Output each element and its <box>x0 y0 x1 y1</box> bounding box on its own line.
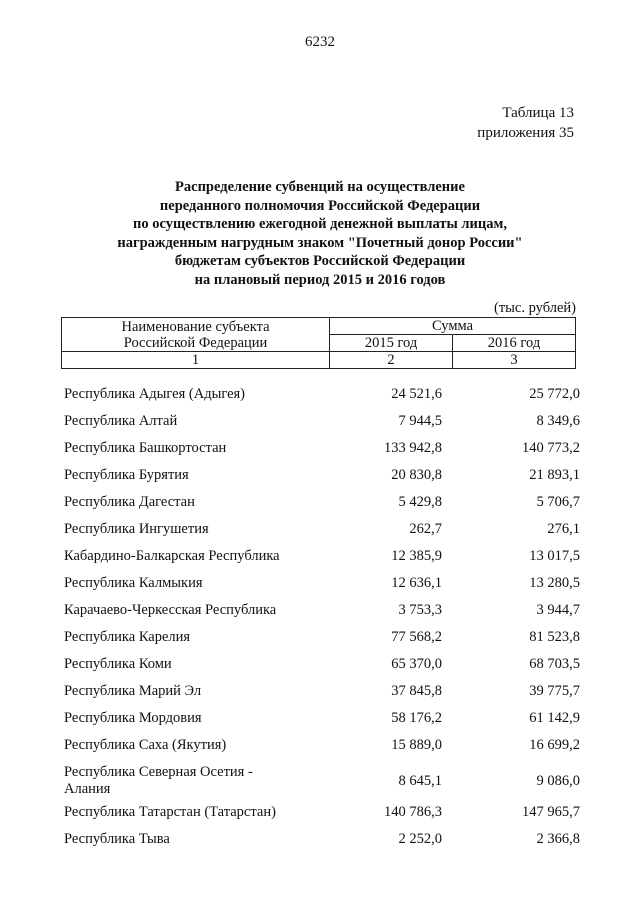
table-row <box>64 490 580 517</box>
subject-name: Карачаево-Черкесская Республика <box>64 602 277 618</box>
header-col-number: 1 <box>62 352 330 369</box>
table-row <box>64 571 580 598</box>
subject-name: Республика Коми <box>64 656 172 672</box>
header-name-line: Наименование субъекта <box>121 318 270 335</box>
table-row <box>64 436 580 463</box>
value-2015: 24 521,6 <box>391 386 442 402</box>
subject-name: Республика Северная Осетия - Алания <box>64 764 253 797</box>
value-2016: 16 699,2 <box>529 737 580 753</box>
subject-name: Кабардино-Балкарская Республика <box>64 548 280 564</box>
table-row <box>64 544 580 571</box>
value-2016: 3 944,7 <box>536 602 580 618</box>
table-row <box>64 760 580 800</box>
value-2015: 37 845,8 <box>391 683 442 699</box>
table-row <box>64 382 580 409</box>
table-row <box>64 733 580 760</box>
value-2016: 13 280,5 <box>529 575 580 591</box>
title-line: переданного полномочия Российской Федерации <box>159 197 481 214</box>
table-header <box>61 317 576 369</box>
table-row <box>64 652 580 679</box>
title-line: по осуществлению ежегодной денежной выплаты лицам, <box>132 216 508 232</box>
value-2015: 12 636,1 <box>391 575 442 591</box>
value-2015: 3 753,3 <box>398 602 442 618</box>
table-row <box>64 463 580 490</box>
subject-name: Республика Калмыкия <box>64 575 203 591</box>
appendix-number: приложения 35 <box>477 125 574 141</box>
header-year-2015: 2015 год <box>330 335 453 352</box>
units-label: (тыс. рублей) <box>494 300 576 316</box>
subject-name: Республика Марий Эл <box>64 683 202 699</box>
value-2015: 65 370,0 <box>391 656 442 672</box>
table-row <box>64 679 580 706</box>
subject-name: Республика Тыва <box>64 831 170 847</box>
subject-name: Республика Дагестан <box>64 494 195 510</box>
table-row <box>64 827 580 854</box>
title-line: бюджетам субъектов Российской Федерации <box>174 253 466 269</box>
value-2015: 12 385,9 <box>391 548 442 564</box>
subject-name: Республика Алтай <box>64 413 178 429</box>
value-2016: 8 349,6 <box>536 413 580 429</box>
table-row <box>64 409 580 436</box>
value-2016: 25 772,0 <box>529 386 580 402</box>
value-2016: 2 366,8 <box>536 831 580 847</box>
page-number: 6232 <box>305 34 335 50</box>
value-2015: 77 568,2 <box>391 629 442 645</box>
table-row <box>64 625 580 652</box>
title-line: на плановый период 2015 и 2016 годов <box>194 271 446 288</box>
value-2015: 7 944,5 <box>398 413 442 429</box>
value-2016: 276,1 <box>547 521 580 537</box>
subject-name: Республика Мордовия <box>64 710 202 726</box>
value-2016: 9 086,0 <box>536 773 580 789</box>
value-2015: 140 786,3 <box>384 804 442 820</box>
value-2015: 262,7 <box>409 521 442 537</box>
subject-name: Республика Саха (Якутия) <box>64 737 227 753</box>
value-2016: 140 773,2 <box>522 440 580 456</box>
value-2015: 58 176,2 <box>391 710 442 726</box>
table-row <box>64 517 580 544</box>
value-2016: 21 893,1 <box>529 467 580 483</box>
header-name-line: Российской Федерации <box>123 334 268 351</box>
table-body <box>64 382 580 854</box>
table-row <box>64 706 580 733</box>
subject-name: Республика Карелия <box>64 629 191 645</box>
value-2016: 39 775,7 <box>529 683 580 699</box>
table-reference <box>477 103 574 143</box>
header-subject-name <box>62 318 330 352</box>
value-2016: 81 523,8 <box>529 629 580 645</box>
value-2015: 133 942,8 <box>384 440 442 456</box>
table-row <box>64 598 580 625</box>
table-number: Таблица 13 <box>502 105 574 121</box>
value-2016: 61 142,9 <box>529 710 580 726</box>
header-year-2016: 2016 год <box>453 335 576 352</box>
subject-name: Республика Татарстан (Татарстан) <box>64 804 276 820</box>
value-2016: 68 703,5 <box>529 656 580 672</box>
value-2015: 5 429,8 <box>398 494 442 510</box>
value-2016: 5 706,7 <box>536 494 580 510</box>
value-2015: 8 645,1 <box>398 773 442 789</box>
header-col-number: 3 <box>453 352 576 369</box>
title-line: награжденным нагрудным знаком "Почетный донор России" <box>117 234 523 251</box>
subject-name: Республика Башкортостан <box>64 440 227 456</box>
value-2016: 147 965,7 <box>522 804 580 820</box>
header-col-number: 2 <box>330 352 453 369</box>
value-2015: 2 252,0 <box>398 831 442 847</box>
subject-name: Республика Адыгея (Адыгея) <box>64 386 246 402</box>
title-line: Распределение субвенций на осуществление <box>175 179 465 195</box>
subject-name: Республика Бурятия <box>64 467 189 483</box>
table-row <box>64 800 580 827</box>
document-title <box>0 178 640 289</box>
value-2015: 15 889,0 <box>391 737 442 753</box>
value-2016: 13 017,5 <box>529 548 580 564</box>
value-2015: 20 830,8 <box>391 467 442 483</box>
subject-name: Республика Ингушетия <box>64 521 209 537</box>
header-sum: Сумма <box>330 318 576 335</box>
